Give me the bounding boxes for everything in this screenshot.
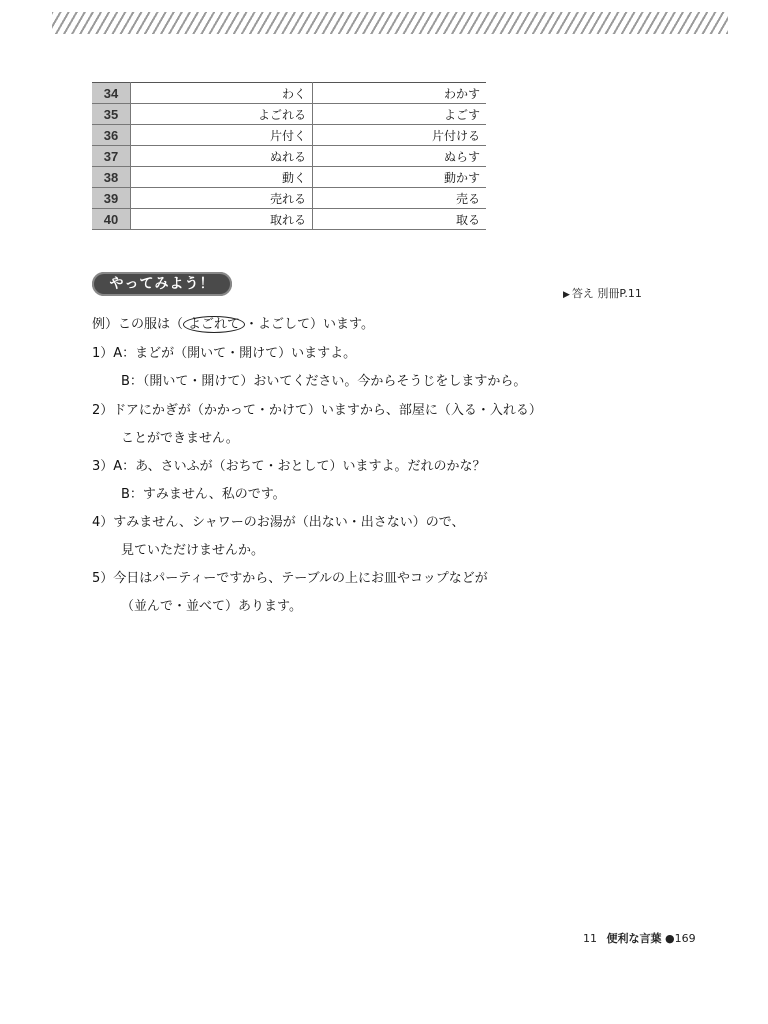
question-1-b: B：（開いて・開けて）おいてください。今からそうじをしますから。 <box>121 374 527 389</box>
transitive-verb: 売る <box>313 188 487 209</box>
intransitive-verb: ぬれる <box>131 146 313 167</box>
transitive-verb: 動かす <box>313 167 487 188</box>
row-number: 34 <box>92 83 131 104</box>
example-prefix: 例）この服は（ <box>92 317 184 332</box>
exercise-title-badge: やってみよう！ <box>92 272 232 296</box>
table-row <box>92 83 486 104</box>
table-row <box>92 188 486 209</box>
page-number: ●169 <box>665 932 696 945</box>
example-line <box>92 313 374 332</box>
chapter-number: 11 <box>583 932 597 945</box>
table-row <box>92 125 486 146</box>
table-row <box>92 104 486 125</box>
transitive-verb: ぬらす <box>313 146 487 167</box>
answer-reference <box>563 285 642 301</box>
intransitive-verb: 片付く <box>131 125 313 146</box>
question-2-cont: ことができません。 <box>121 431 239 446</box>
example-suffix: ・よごして）います。 <box>245 317 374 332</box>
header-hatch-band <box>52 12 728 34</box>
table-row <box>92 146 486 167</box>
transitive-verb: よごす <box>313 104 487 125</box>
row-number: 35 <box>92 104 131 125</box>
row-number: 39 <box>92 188 131 209</box>
intransitive-verb: 取れる <box>131 209 313 230</box>
intransitive-verb: よごれる <box>131 104 313 125</box>
question-3-a: 3）A：あ、さいふが（おちて・おとして）いますよ。だれのかな？ <box>92 459 486 474</box>
transitive-verb: わかす <box>313 83 487 104</box>
vocab-table <box>92 82 486 230</box>
table-row <box>92 167 486 188</box>
question-5: 5）今日はパーティーですから、テーブルの上にお皿やコップなどが <box>92 571 488 586</box>
transitive-verb: 取る <box>313 209 487 230</box>
question-5-cont: （並んで・並べて）あります。 <box>121 599 302 614</box>
triangle-right-icon: ▶ <box>563 290 570 300</box>
question-2: 2）ドアにかぎが（かかって・かけて）いますから、部屋に（入る・入れる） <box>92 403 542 418</box>
row-number: 40 <box>92 209 131 230</box>
intransitive-verb: 売れる <box>131 188 313 209</box>
intransitive-verb: 動く <box>131 167 313 188</box>
table-row <box>92 209 486 230</box>
row-number: 36 <box>92 125 131 146</box>
page-footer <box>583 930 696 946</box>
question-1-a: 1）A：まどが（開いて・開けて）いますよ。 <box>92 346 357 361</box>
question-3-b: B：すみません、私のです。 <box>121 487 286 502</box>
row-number: 37 <box>92 146 131 167</box>
question-4: 4）すみません、シャワーのお湯が（出ない・出さない）ので、 <box>92 515 465 530</box>
answer-reference-text: 答え 別冊P.11 <box>571 287 642 300</box>
row-number: 38 <box>92 167 131 188</box>
intransitive-verb: わく <box>131 83 313 104</box>
chapter-title: 便利な言葉 <box>606 932 662 945</box>
transitive-verb: 片付ける <box>313 125 487 146</box>
question-4-cont: 見ていただけませんか。 <box>121 543 265 558</box>
circled-answer: よごれて <box>183 316 245 333</box>
